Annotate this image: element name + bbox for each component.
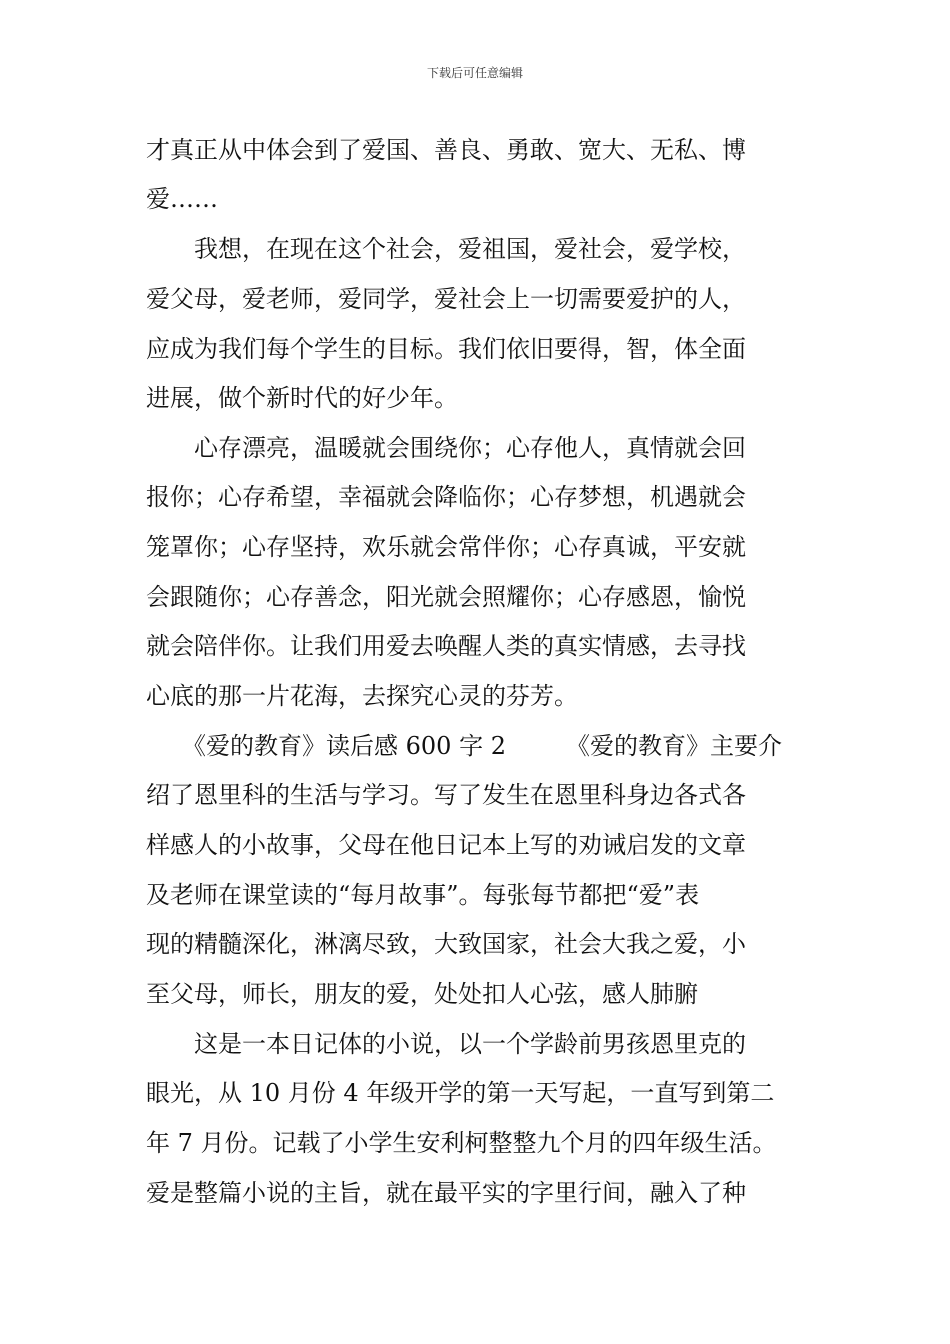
text-line: 爱……	[146, 185, 218, 213]
text-line: 就会陪伴你。让我们用爱去唤醒人类的真实情感，去寻找	[146, 632, 746, 660]
text-line: 笼罩你；心存坚持，欢乐就会常伴你；心存真诚，平安就	[146, 533, 746, 561]
text-line: 爱是整篇小说的主旨，就在最平实的字里行间，融入了种	[146, 1179, 746, 1207]
text-line: 心存漂亮，温暖就会围绕你；心存他人，真情就会回	[146, 434, 746, 462]
text-line: 现的精髓深化，淋漓尽致，大致国家，社会大我之爱，小	[146, 930, 746, 958]
text-line: 绍了恩里科的生活与学习。写了发生在恩里科身边各式各	[146, 781, 746, 809]
text-line: 这是一本日记体的小说，以一个学龄前男孩恩里克的	[146, 1030, 746, 1058]
text-line: 报你；心存希望，幸福就会降临你；心存梦想，机遇就会	[146, 483, 746, 511]
text-line: 爱父母，爱老师，爱同学，爱社会上一切需要爱护的人，	[146, 285, 746, 313]
text-line: 我想，在现在这个社会，爱祖国，爱社会，爱学校，	[146, 235, 746, 263]
page-header: 下载后可任意编辑	[426, 66, 523, 80]
text-line: 进展，做个新时代的好少年。	[146, 384, 458, 412]
text-line: 样感人的小故事，父母在他日记本上写的劝诫启发的文章	[146, 831, 746, 859]
text-line: 年 7 月份。记载了小学生安利柯整整九个月的四年级生活。	[146, 1129, 777, 1157]
text-line: 《爱的教育》读后感 600 字 2 《爱的教育》主要介	[146, 732, 782, 760]
text-line: 及老师在课堂读的“每月故事”。每张每节都把“爱”表	[146, 881, 700, 909]
text-line: 心底的那一片花海，去探究心灵的芬芳。	[146, 682, 578, 710]
text-line: 应成为我们每个学生的目标。我们依旧要得，智，体全面	[146, 335, 746, 363]
text-line: 眼光，从 10 月份 4 年级开学的第一天写起，一直写到第二	[146, 1079, 775, 1107]
text-line: 会跟随你；心存善念，阳光就会照耀你；心存感恩，愉悦	[146, 583, 746, 611]
text-line: 至父母，师长，朋友的爱，处处扣人心弦，感人肺腑	[146, 980, 698, 1008]
text-line: 才真正从中体会到了爱国、善良、勇敢、宽大、无私、博	[146, 136, 746, 164]
